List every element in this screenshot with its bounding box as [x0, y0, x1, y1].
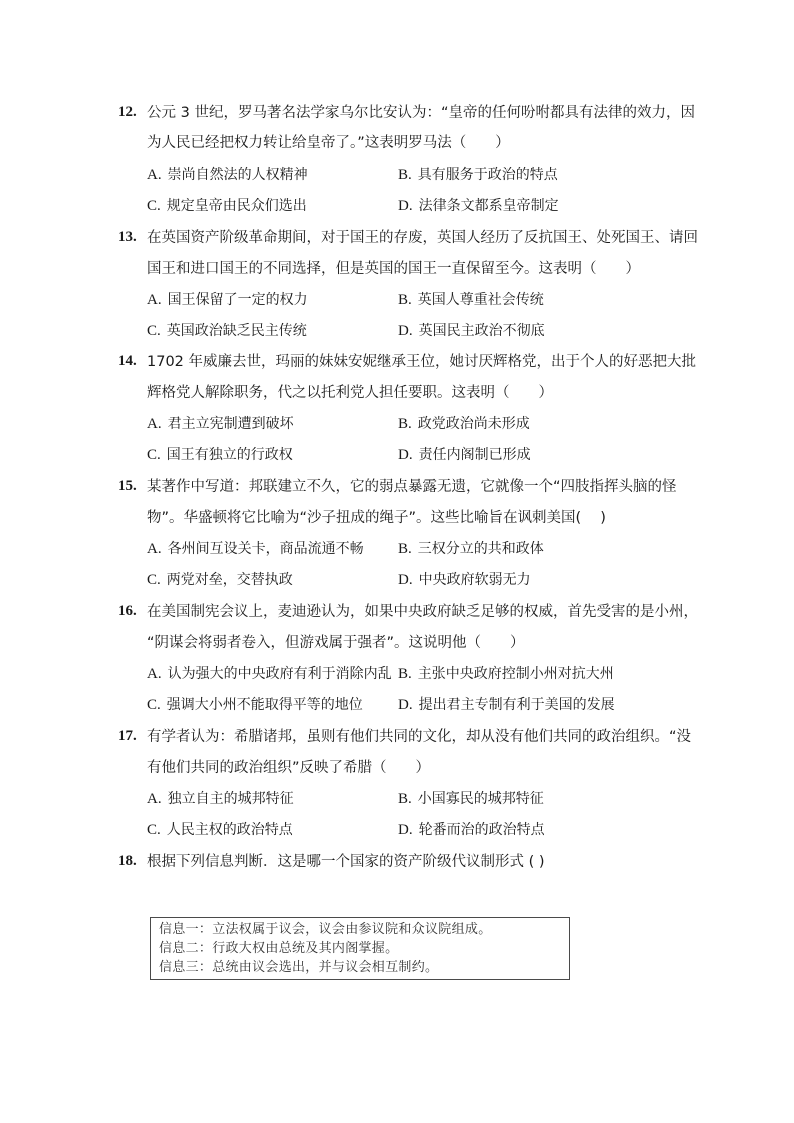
option-d[interactable]	[398, 820, 545, 840]
option-text: 三权分立的共和政体	[417, 541, 544, 557]
option-letter: D.	[398, 198, 413, 214]
option-letter: B.	[398, 666, 412, 682]
option-c[interactable]	[147, 196, 307, 216]
option-text: 提出君主专制有利于美国的发展	[418, 697, 615, 713]
option-letter: C.	[147, 822, 161, 838]
option-text: 各州间互设关卡，商品流通不畅	[167, 541, 364, 557]
option-a[interactable]	[147, 539, 364, 559]
question-number: 17.	[118, 728, 137, 744]
option-text: 认为强大的中央政府有利于消除内乱	[167, 666, 392, 682]
question-text-line: 有学者认为：希腊诸邦，虽则有他们共同的文化，却从没有他们共同的政治组织。“没	[147, 729, 692, 745]
info-line-3: 信息三：总统由议会选出，并与议会相互制约。	[159, 960, 439, 975]
option-text: 国王有独立的行政权	[166, 447, 293, 463]
option-text: 主张中央政府控制小州对抗大州	[417, 666, 614, 682]
option-c[interactable]	[147, 445, 293, 465]
question-text-line: 在美国制宪会议上，麦迪逊认为，如果中央政府缺乏足够的权威，首先受害的是小州，	[147, 604, 698, 620]
option-a[interactable]	[147, 664, 392, 684]
option-d[interactable]	[398, 196, 559, 216]
option-d[interactable]	[398, 445, 531, 465]
option-letter: C.	[147, 572, 161, 588]
question-text-line: 某著作中写道：邦联建立不久，它的弱点暴露无遗，它就像一个“四肢指挥头脑的怪	[147, 479, 677, 495]
option-text: 法律条文都系皇帝制定	[418, 198, 559, 214]
option-d[interactable]	[398, 570, 531, 590]
option-letter: B.	[398, 292, 412, 308]
option-text: 国王保留了一定的权力	[167, 292, 308, 308]
option-a[interactable]	[147, 414, 294, 434]
question-number: 14.	[118, 353, 137, 369]
option-text: 政党政治尚未形成	[417, 416, 530, 432]
option-letter: A.	[147, 416, 162, 432]
option-text: 两党对垒，交替执政	[166, 572, 293, 588]
question-number: 12.	[118, 104, 137, 120]
question-number: 16.	[118, 603, 137, 619]
option-letter: C.	[147, 323, 161, 339]
option-letter: B.	[398, 791, 412, 807]
question-text-line: 在英国资产阶级革命期间，对于国王的存废，英国人经历了反抗国王、处死国王、请回	[147, 230, 698, 246]
info-line-2: 信息二：行政大权由总统及其内阁掌握。	[159, 941, 399, 956]
question-text-line: 1702 年威廉去世，玛丽的妹妹安妮继承王位，她讨厌辉格党，出于个人的好恶把大批	[147, 354, 697, 370]
option-b[interactable]	[398, 414, 530, 434]
option-letter: A.	[147, 292, 162, 308]
option-text: 英国政治缺乏民主传统	[166, 323, 307, 339]
option-text: 规定皇帝由民众们选出	[166, 198, 307, 214]
option-text: 小国寡民的城邦特征	[417, 791, 544, 807]
option-b[interactable]	[398, 290, 544, 310]
option-text: 君主立宪制遭到破坏	[167, 416, 294, 432]
question-text-line: 根据下列信息判断．这是哪一个国家的资产阶级代议制形式 ( )	[147, 854, 545, 870]
option-letter: A.	[147, 791, 162, 807]
question-text-line: 有他们共同的政治组织”反映了希腊（ ）	[147, 760, 431, 776]
option-d[interactable]	[398, 695, 615, 715]
info-line-1: 信息一：立法权属于议会，议会由参议院和众议院组成。	[159, 922, 492, 937]
option-text: 崇尚自然法的人权精神	[167, 167, 308, 183]
option-text: 英国民主政治不彻底	[418, 323, 545, 339]
option-b[interactable]	[398, 789, 544, 809]
option-c[interactable]	[147, 695, 363, 715]
option-c[interactable]	[147, 570, 293, 590]
question-number: 13.	[118, 229, 137, 245]
option-text: 英国人尊重社会传统	[417, 292, 544, 308]
info-box	[150, 917, 570, 980]
option-a[interactable]	[147, 290, 308, 310]
option-b[interactable]	[398, 664, 614, 684]
option-text: 中央政府软弱无力	[418, 572, 531, 588]
option-letter: D.	[398, 697, 413, 713]
option-letter: C.	[147, 697, 161, 713]
question-text-line: 为人民已经把权力转让给皇帝了。”这表明罗马法（ ）	[147, 135, 510, 151]
option-letter: B.	[398, 416, 412, 432]
question-text-line: 物”。华盛顿将它比喻为“沙子扭成的绳子”。这些比喻旨在讽刺美国( )	[147, 510, 606, 526]
option-letter: C.	[147, 198, 161, 214]
option-b[interactable]	[398, 539, 544, 559]
option-text: 责任内阁制已形成	[418, 447, 531, 463]
option-letter: D.	[398, 447, 413, 463]
option-text: 人民主权的政治特点	[166, 822, 293, 838]
option-text: 具有服务于政治的特点	[417, 167, 558, 183]
option-a[interactable]	[147, 789, 294, 809]
option-text: 独立自主的城邦特征	[167, 791, 294, 807]
option-c[interactable]	[147, 820, 293, 840]
option-letter: D.	[398, 323, 413, 339]
question-text-line: 辉格党人解除职务，代之以托利党人担任要职。这表明（ ）	[147, 385, 553, 401]
option-text: 强调大小州不能取得平等的地位	[166, 697, 363, 713]
option-letter: A.	[147, 666, 162, 682]
option-a[interactable]	[147, 165, 308, 185]
option-c[interactable]	[147, 321, 307, 341]
option-letter: D.	[398, 822, 413, 838]
option-letter: D.	[398, 572, 413, 588]
option-letter: A.	[147, 541, 162, 557]
option-letter: C.	[147, 447, 161, 463]
question-number: 18.	[118, 853, 137, 869]
option-b[interactable]	[398, 165, 558, 185]
question-number: 15.	[118, 478, 137, 494]
option-d[interactable]	[398, 321, 545, 341]
question-text-line: “阴谋会将弱者卷入，但游戏属于强者”。这说明他（ ）	[147, 635, 525, 651]
option-letter: B.	[398, 167, 412, 183]
question-text-line: 公元 3 世纪，罗马著名法学家乌尔比安认为：“皇帝的任何吩咐都具有法律的效力，因	[147, 105, 695, 121]
option-text: 轮番而治的政治特点	[418, 822, 545, 838]
question-text-line: 国王和进口国王的不同选择，但是英国的国王一直保留至今。这表明（ ）	[147, 261, 640, 277]
option-letter: A.	[147, 167, 162, 183]
option-letter: B.	[398, 541, 412, 557]
